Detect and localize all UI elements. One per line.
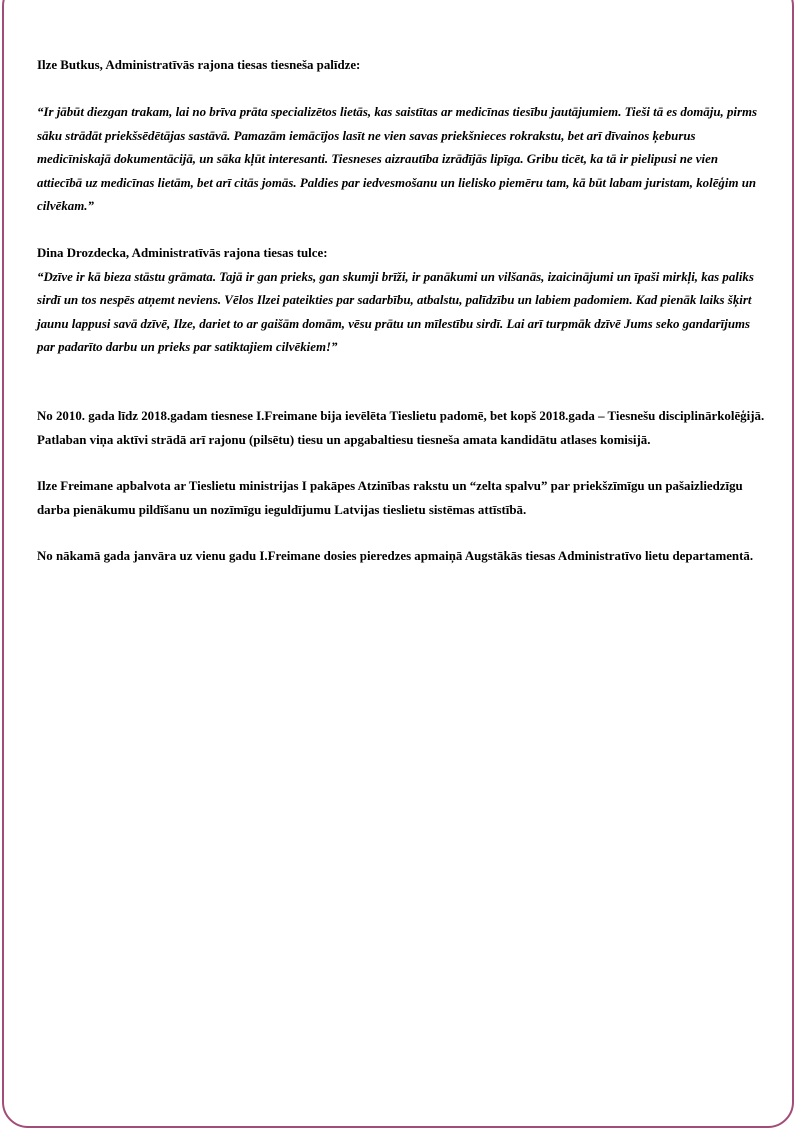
- paragraph-council-membership: No 2010. gada līdz 2018.gadam tiesnese I.Freimane bija ievēlēta Tieslietu padomē, bet kopš 2018.gada – Tiesnešu disciplinārkolēģijā. Patlaban viņa aktīvi strādā arī rajonu (pilsētu) tiesu un apgabaltiesu tiesneša amata kandidātu atlases komisijā.: [37, 409, 765, 447]
- paragraph-exchange: No nākamā gada janvāra uz vienu gadu I.Freimane dosies pieredzes apmaiņā Augstākās tiesas Administratīvo lietu departamentā.: [37, 549, 754, 564]
- document-body: [37, 54, 765, 569]
- testimonial-author-1: Ilze Butkus, Administratīvās rajona tiesas tiesneša palīdze:: [37, 58, 361, 72]
- testimonial-quote-2: “Dzīve ir kā bieza stāstu grāmata. Tajā ir gan prieks, gan skumji brīži, ir panākumi un vilšanās, izaicinājumi un īpaši mirkļi, kas paliks sirdī un tos nespēs atņemt neviens. Vēlos Ilzei pateikties par sadarbību, atbalstu, palīdzību un labiem padomiem. Kad pienāk laiks šķirt jaunu lappusi savā dzīvē, Ilze, dariet to ar gaišām domām, vēsu prātu un mīlestību sirdī. Lai arī turpmāk dzīvē Jums seko gandarījums par padarīto darbu un prieks par satiktajiem cilvēkiem!”: [37, 269, 754, 355]
- paragraph-award: Ilze Freimane apbalvota ar Tieslietu ministrijas I pakāpes Atzinības rakstu un “zelta spalvu” par priekšzīmīgu un pašaizliedzīgu darba pienākumu pildīšanu un nozīmīgu ieguldījumu Latvijas tieslietu sistēmas attīstībā.: [37, 479, 743, 517]
- testimonial-author-2: Dina Drozdecka, Administratīvās rajona tiesas tulce:: [37, 246, 328, 261]
- testimonial-quote-1: “Ir jābūt diezgan trakam, lai no brīva prāta specializētos lietās, kas saistītas ar medicīnas tiesību jautājumiem. Tieši tā es domāju, pirms sāku strādāt priekšsēdētājas sastāvā. Pamazām iemācījos lasīt ne vien savas priekšnieces rokrakstu, bet arī dīvainos ķeburus medicīniskajā dokumentācijā, un sāka kļūt interesanti. Tiesneses aizrautība izrādījās lipīga. Gribu ticēt, ka tā ir pielipusi ne vien attiecībā uz medicīnas lietām, bet arī citās jomās. Paldies par iedvesmošanu un lielisko piemēru tam, kā būt labam juristam, kolēģim un cilvēkam.”: [37, 105, 758, 214]
